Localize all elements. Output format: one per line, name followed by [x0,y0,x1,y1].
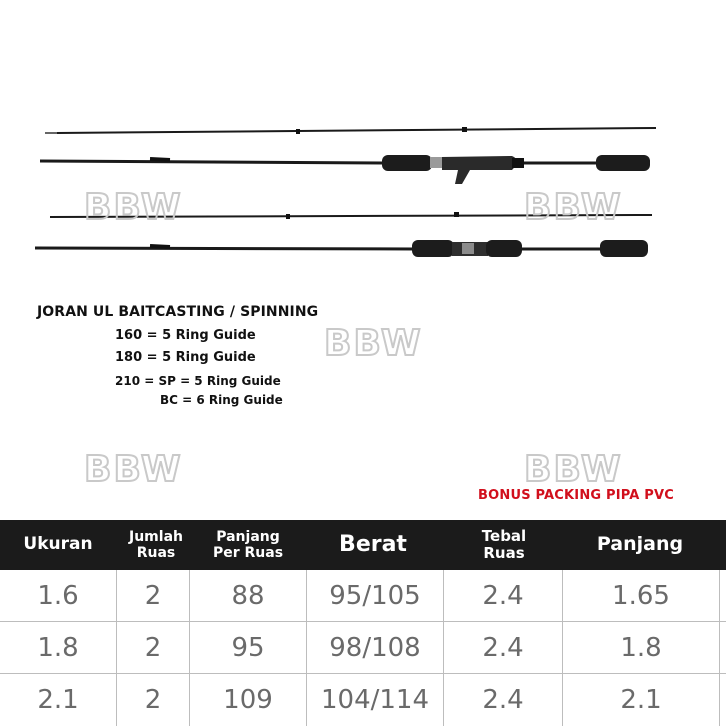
header-panjang-per-ruas: Panjang Per Ruas [212,528,284,561]
spec-table [0,520,726,726]
header-berat: Berat [339,532,407,558]
baitcasting-rod-tip [45,127,656,134]
spec-line: 180 = 5 Ring Guide [115,350,256,365]
column-divider [562,570,563,726]
column-divider [189,570,190,726]
fishing-rods-image [0,0,726,300]
header-panjang: Panjang [596,533,684,556]
watermark: BBW [324,323,423,364]
watermark: BBW [84,449,183,490]
cell-jumlah-ruas: 2 [144,632,162,663]
column-divider [443,570,444,726]
spec-line: 160 = 5 Ring Guide [115,328,256,343]
table-row [0,674,726,725]
cell-panjang: 2.1 [620,684,662,715]
spinning-rod-handle [35,240,648,257]
cell-jumlah-ruas: 2 [144,580,162,611]
cell-ukuran: 1.6 [37,580,79,611]
watermark: BBW [524,449,623,490]
watermark: BBW [84,187,183,228]
cell-berat: 95/105 [329,580,421,611]
table-header [0,520,726,570]
cell-ukuran: 1.8 [37,632,79,663]
cell-panjang-per-ruas: 95 [231,632,265,663]
cell-panjang-per-ruas: 109 [223,684,273,715]
cell-berat: 98/108 [329,632,421,663]
cell-panjang: 1.65 [612,580,670,611]
cell-panjang-per-ruas: 88 [231,580,265,611]
header-ukuran: Ukuran [23,534,93,555]
cell-jumlah-ruas: 2 [144,684,162,715]
spec-line: BC = 6 Ring Guide [160,393,283,407]
cell-tebal-ruas: 2.4 [482,684,524,715]
cell-panjang: 1.8 [620,632,662,663]
baitcasting-rod-handle [40,155,650,184]
cell-ukuran: 2.1 [37,684,79,715]
cell-berat: 104/114 [320,684,429,715]
header-jumlah-ruas: Jumlah Ruas [129,528,183,561]
table-row [0,622,726,674]
column-divider [306,570,307,726]
header-tebal-ruas: Tebal Ruas [481,526,527,562]
column-divider [116,570,117,726]
table-row [0,570,726,622]
spec-line: 210 = SP = 5 Ring Guide [115,374,281,388]
column-divider [719,570,720,726]
watermark: BBW [524,187,623,228]
cell-tebal-ruas: 2.4 [482,632,524,663]
spec-title: JORAN UL BAITCASTING / SPINNING [37,304,319,320]
bonus-label: BONUS PACKING PIPA PVC [478,488,675,503]
cell-tebal-ruas: 2.4 [482,580,524,611]
